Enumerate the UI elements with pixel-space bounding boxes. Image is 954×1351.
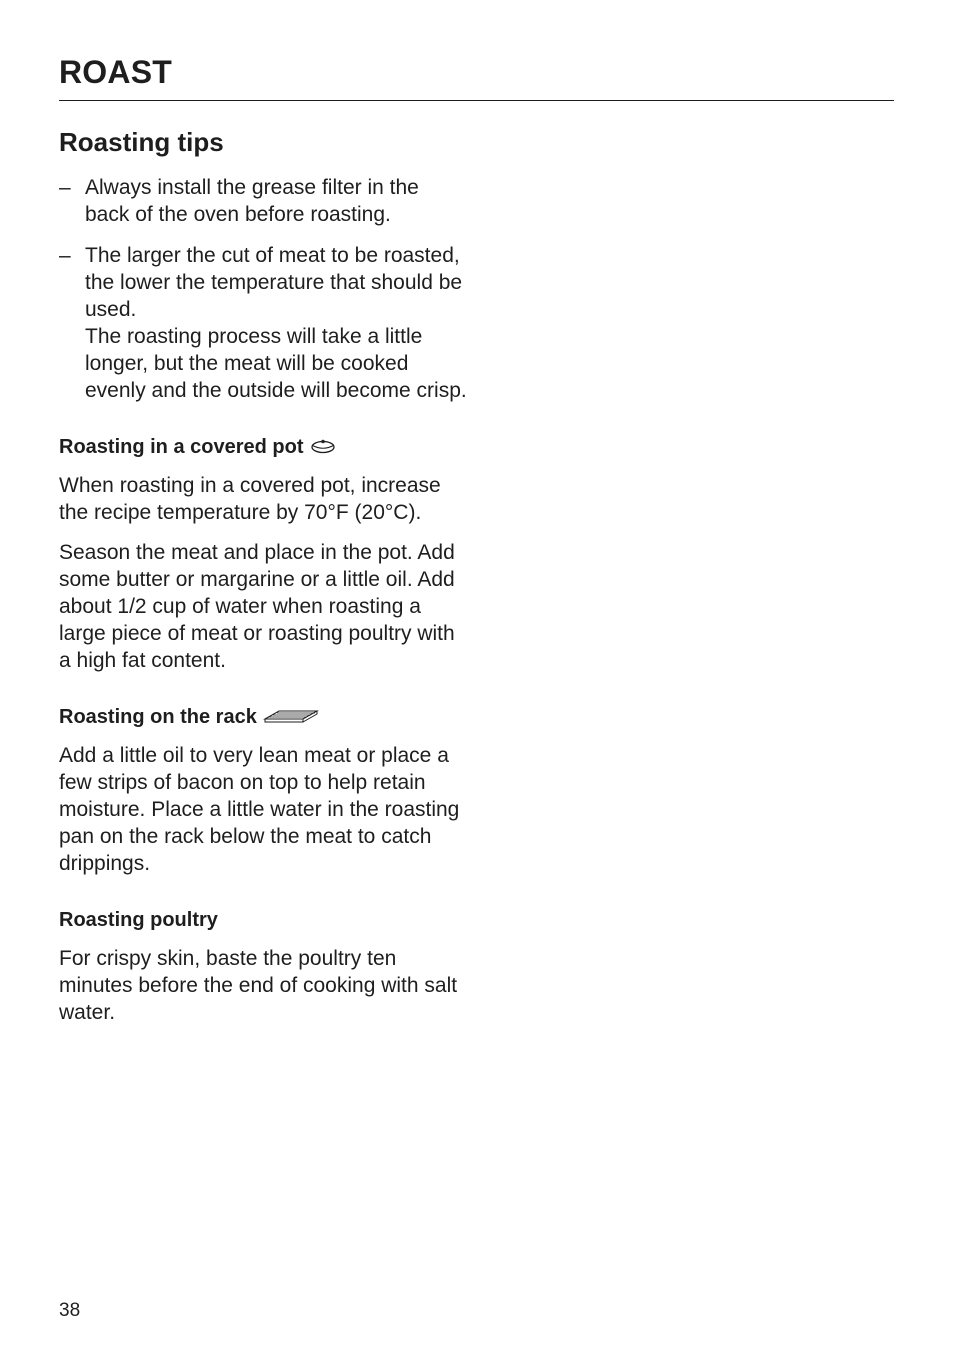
covered-pot-heading-text: Roasting in a covered pot [59,436,304,458]
list-item [59,174,469,228]
bullet-dash: – [59,176,71,199]
poultry-heading [59,905,469,935]
rack-heading [59,702,469,732]
bullet-text: The larger the cut of meat to be roasted, the lower the temperature that should be used. [85,244,463,321]
poultry-heading-text: Roasting poultry [59,909,218,931]
covered-pot-paragraph-2: Season the meat and place in the pot. Add some butter or margarine or a little oil. Add about 1/2 cup of water when roasting a large piece of meat or roasting poultry with a high fat content. [59,541,455,672]
bullet-text: Always install the grease filter in the back of the oven before roasting. [85,176,419,226]
rack-heading-text: Roasting on the rack [59,706,257,728]
covered-pot-paragraph-1: When roasting in a covered pot, increase the recipe temperature by 70°F (20°C). [59,474,441,524]
header-divider [59,100,894,101]
oven-rack-icon [263,708,319,726]
rack-paragraph: Add a little oil to very lean meat or place a few strips of bacon on top to help retain moisture. Place a little water in the roasting pan on the rack below the meat to catch drippings. [59,744,460,875]
roasting-tips-heading: Roasting tips [59,127,224,157]
roasting-tips-list [59,174,469,404]
content-column [59,124,469,1039]
bullet-dash: – [59,244,71,267]
covered-pot-heading [59,432,469,462]
covered-pot-icon [309,439,337,455]
page-number: 38 [59,1300,81,1321]
list-item [59,242,469,404]
page-title: ROAST [59,54,172,90]
bullet-text-continued: The roasting process will take a little longer, but the meat will be cooked evenly and the outside will become crisp. [85,325,467,402]
poultry-paragraph: For crispy skin, baste the poultry ten minutes before the end of cooking with salt water. [59,947,458,1024]
